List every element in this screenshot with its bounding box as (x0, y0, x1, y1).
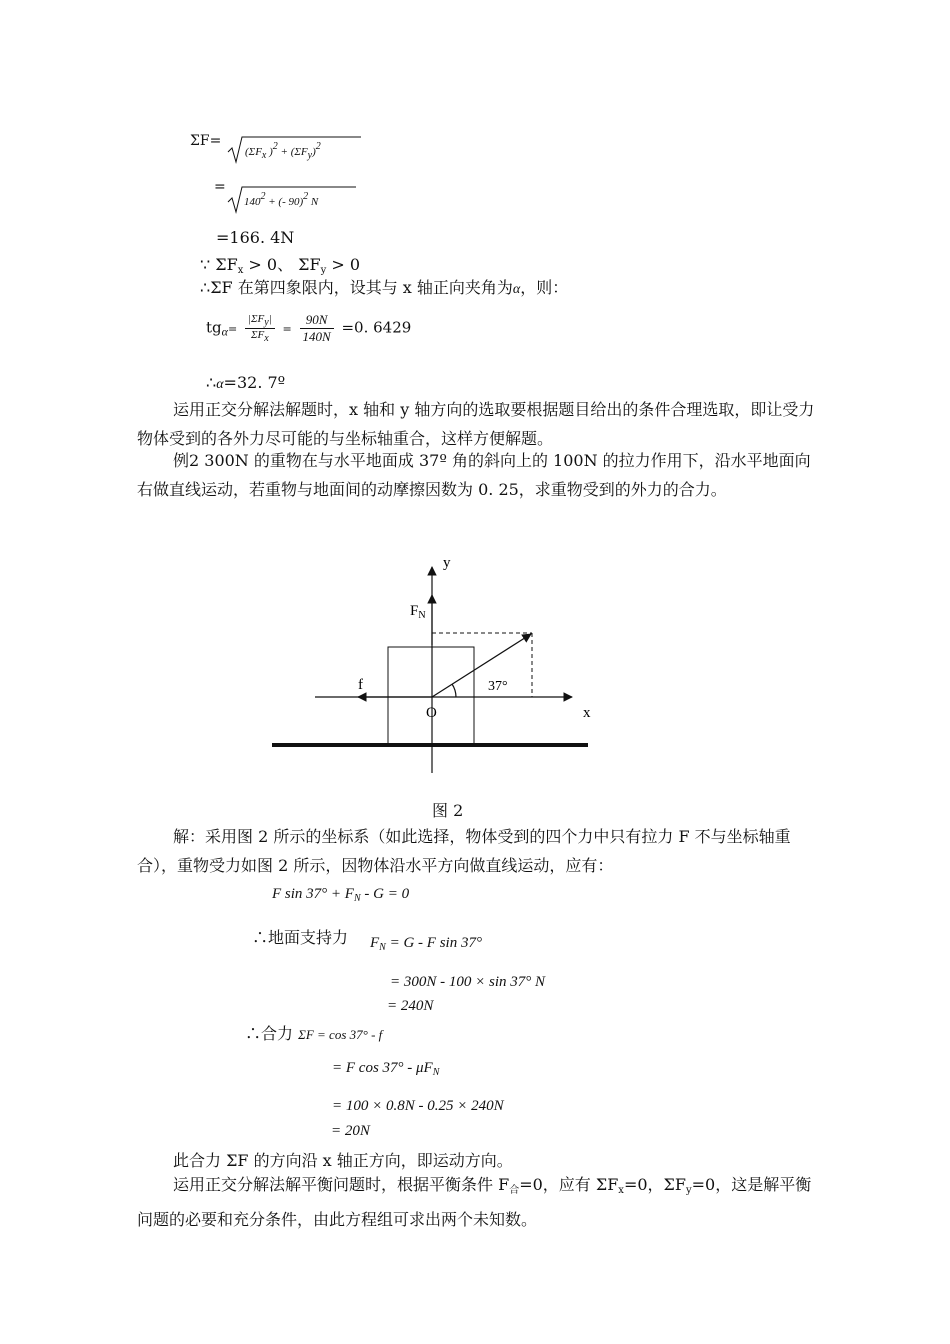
formula2-eq: = (214, 179, 226, 195)
force-diagram (260, 545, 600, 780)
normal-force-label: $F_N$ (410, 603, 426, 621)
x-axis-label: x (583, 705, 591, 721)
therefore-angle: ∴α=32. 7º (206, 373, 286, 392)
formula-sum-force: ΣF= (190, 133, 222, 149)
paragraph-equilibrium: 运用正交分解法解平衡问题时，根据平衡条件 $F_合=0$，应有 $\Sigma F_x=0$，$\Sigma F_y=0$，这是解平衡问题的必要和充分条件，由此方程组可求出两个未知数。 (137, 1175, 812, 1229)
figure-caption: 图 2 (432, 801, 464, 820)
angle-label: 37° (488, 679, 508, 694)
equation-vertical-balance: F $\sin 37^\circ + F_N - G = 0$ (272, 886, 410, 904)
equation-resultant-step2: = 100 × 0.8N - 0.25 × 240N (332, 1098, 504, 1114)
therefore-quadrant: ∴ΣF 在第四象限内，设其与 x 轴正向夹角为α，则： (200, 278, 569, 297)
paragraph-solution: 解：采用图 2 所示的坐标系（如此选择，物体受到的四个力中只有拉力 F 不与坐标轴重合），重物受力如图 2 所示，因物体沿水平方向做直线运动，应有： (137, 827, 791, 875)
formula1-radicand: ($\Sigma F_x$ )$^2 + (\Sigma F_y)^2$ (245, 141, 321, 161)
equation-normal-force-rhs: $F_N = G - F$ sin 37° (370, 935, 482, 953)
friction-label: f (358, 677, 363, 693)
block-object (388, 647, 474, 745)
angle-arc (452, 684, 456, 697)
equation-resultant: ∴合力 ΣF = cos 37° - f (245, 1024, 383, 1043)
equation-resultant-step1: = F $\cos 37^\circ - \mu F_N$ (332, 1060, 440, 1078)
tg-fraction-1: $\frac{|\Sigma F_y|}{\Sigma F_x}$ (245, 313, 275, 344)
tangent-formula: $tg_\alpha=$ $\frac{|\Sigma F_y|}{\Sigma F_x}$ = $\frac{90N}{140N}$ =0. 6429 (206, 312, 412, 344)
pull-force-arrow (432, 634, 531, 697)
paragraph-example-2: 例2 300N 的重物在与水平地面成 37º 角的斜向上的 100N 的拉力作用下，沿水平地面向右做直线运动，若重物与地面间的动摩擦因数为 0. 25，求重物受到的外力的合力。 (137, 451, 811, 499)
equation-normal-force-value: = 240N (387, 998, 434, 1014)
equation-normal-force-step: = 300N - 100 × sin 37° N (390, 974, 546, 990)
formula3-result: =166. 4N (216, 228, 295, 247)
paragraph-axis-choice: 运用正交分解法解题时，x 轴和 y 轴方向的选取要根据题目给出的条件合理选取，即让受力物体受到的各外力尽可能的与坐标轴重合，这样方便解题。 (137, 400, 815, 448)
equation-normal-force: ∴地面支持力 (252, 928, 349, 947)
tg-fraction-2: $\frac{90N}{140N}$ (300, 312, 334, 345)
paragraph-direction: 此合力 ΣF 的方向沿 x 轴正方向，即运动方向。 (173, 1151, 513, 1170)
y-axis-label: y (443, 555, 451, 571)
formula2-radicand: $140^2$ + (- 90)$^2$ N (244, 191, 319, 208)
because-line: ∵ $\Sigma F_x > 0$、 $\Sigma F_y > 0$ (200, 255, 361, 276)
origin-label: O (426, 705, 437, 721)
equation-resultant-value: = 20N (331, 1123, 370, 1139)
